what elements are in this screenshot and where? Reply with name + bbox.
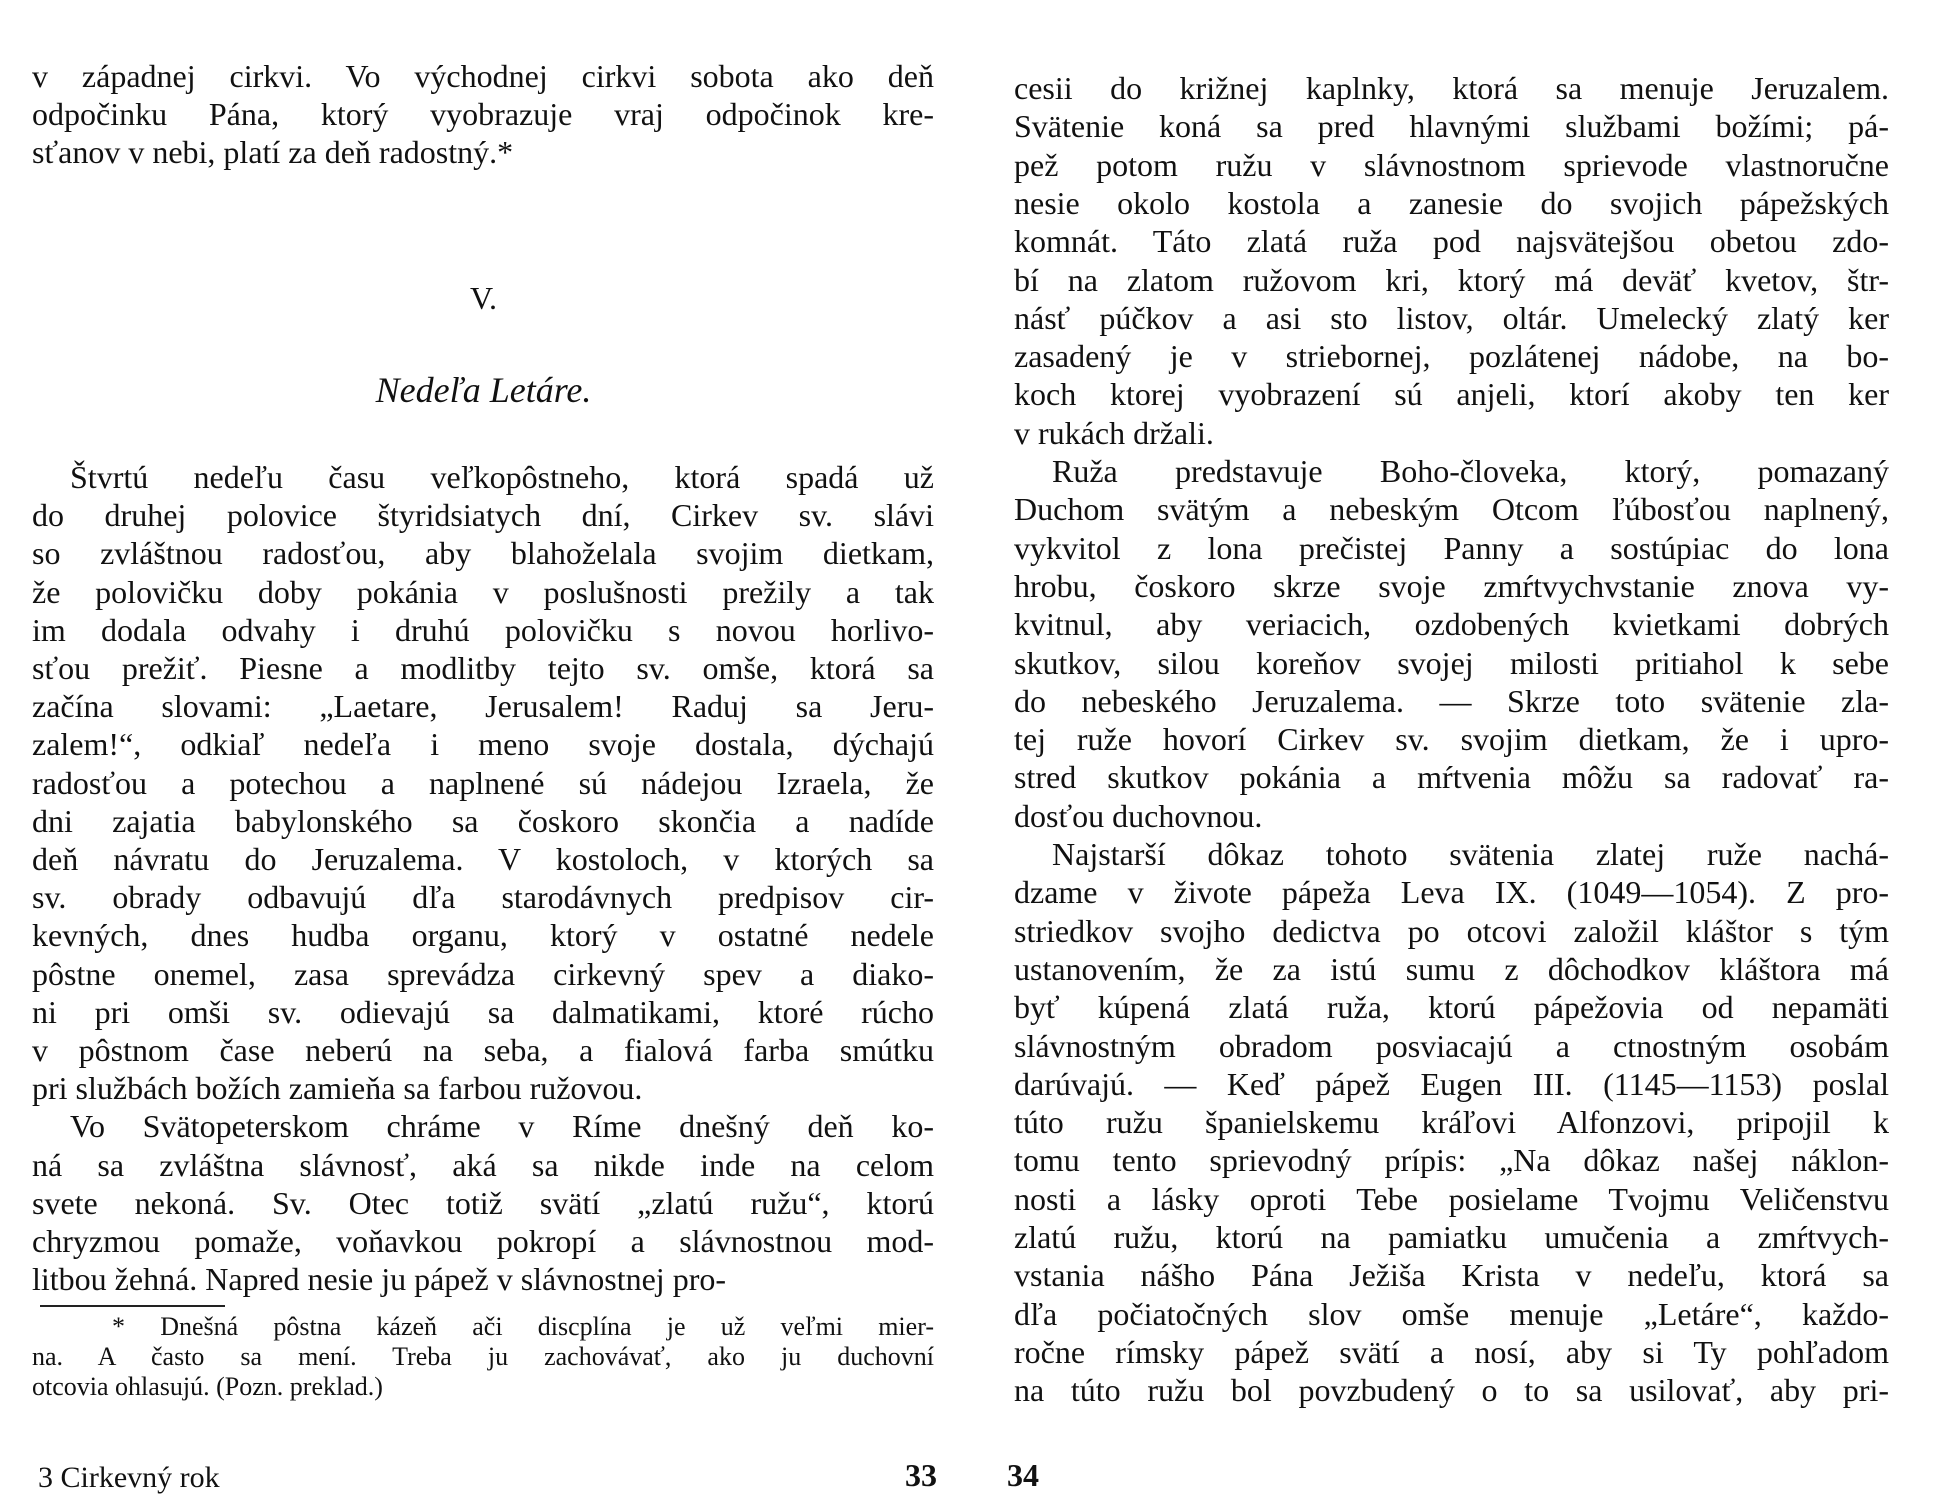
text-line: im dodala odvahy i druhú polovičku s novou horlivo- (32, 611, 934, 648)
text-line: začína slovami: „Laetare, Jerusalem! Raduj sa Jeru- (32, 688, 934, 725)
text-line: deň návratu do Jeruzalema. V kostoloch, v ktorých sa (32, 841, 934, 877)
text-line: zasadený je v striebornej, pozlátenej nádobe, na bo- (1014, 338, 1889, 375)
text-line: v pôstnom čase neberú na seba, a fialová farba smútku (32, 1032, 934, 1068)
text-line: ni pri omši sv. odievajú sa dalmatikami, ktoré rúcho (32, 993, 934, 1030)
text-line: hrobu, čoskoro skrze svoje zmŕtvychvstanie znova vy- (1014, 567, 1889, 604)
text-line: nosti a lásky oproti Tebe posielame Tvojmu Veličenstvu (1014, 1180, 1889, 1217)
footnote-line: * Dnešná pôstna kázeň ači discplína je už veľmi mier- (112, 1312, 934, 1341)
text-line: ročne rímsky pápež svätí a nosí, aby si Ty pohľadom (1014, 1333, 1889, 1370)
text-line: nesie okolo kostola a zanesie do svojich pápežských (1014, 184, 1889, 221)
text-line: že polovičku doby pokánia v poslušnosti prežily a tak (32, 573, 934, 610)
text-line: na túto ružu bol povzbudený o to sa usilovať, aby pri- (1014, 1372, 1889, 1409)
text-line: pri službách božích zamieňa sa farbou ružovou. (32, 1070, 643, 1107)
text-line: chryzmou pomaže, voňavkou pokropí a slávnostnou mod- (32, 1223, 934, 1259)
text-line: byť kúpená zlatá ruža, ktorú pápežovia od nepamäti (1014, 989, 1889, 1026)
text-line: kvitnul, aby veriacich, ozdobených kvietkami dobrých (1014, 606, 1889, 643)
footnote-line: na. A často sa mení. Treba ju zachovávať, ako ju duchovní (32, 1342, 934, 1371)
text-line: skutkov, silou koreňov svojej milosti pritiahol k sebe (1014, 644, 1889, 681)
text-line: Svätenie koná sa pred hlavnými službami božími; pá- (1014, 108, 1889, 145)
text-line: zlatú ružu, ktorú na pamiatku umučenia a zmŕtvych- (1014, 1219, 1889, 1255)
text-line: sv. obrady odbavujú dľa starodávnych predpisov cir- (32, 879, 934, 916)
text-line: v západnej cirkvi. Vo východnej cirkvi sobota ako deň (32, 58, 934, 94)
section-numeral: V. (470, 280, 497, 316)
text-line: stred skutkov pokánia a mŕtvenia môžu sa radovať ra- (1014, 759, 1889, 796)
text-line: dni zajatia babylonského sa čoskoro skončia a nadíde (32, 802, 934, 839)
text-line: túto ružu španielskemu kráľovi Alfonzovi, pripojil k (1014, 1104, 1889, 1141)
text-line: sťanov v nebi, platí za deň radostný.* (32, 134, 514, 170)
text-line: ná sa zvláštna slávnosť, aká sa nikde inde na celom (32, 1146, 934, 1183)
text-line: do nebeského Jeruzalema. — Skrze toto svätenie zla- (1014, 682, 1889, 719)
text-line: Štvrtú nedeľu času veľkopôstneho, ktorá spadá už (70, 459, 934, 495)
text-line: Vo Svätopeterskom chráme v Ríme dnešný deň ko- (70, 1108, 934, 1145)
text-line: tej ruže hovorí Cirkev sv. svojim dietkam, že i upro- (1014, 721, 1889, 758)
section-title: Nedeľa Letáre. (375, 370, 592, 410)
text-line: koch ktorej vyobrazení sú anjeli, ktorí akoby ten ker (1014, 376, 1889, 413)
text-line: násť púčkov a asi sto listov, oltár. Umelecký zlatý ker (1014, 299, 1889, 336)
right-page (967, 0, 1934, 1500)
text-line: pôstne onemel, zasa sprevádza cirkevný spev a diako- (32, 955, 934, 992)
page-number-left: 33 (905, 1457, 937, 1493)
text-line: Ruža predstavuje Boho-človeka, ktorý, pomazaný (1052, 453, 1889, 489)
printer-signature: 3 Cirkevný rok (38, 1461, 220, 1494)
text-line: v rukách držali. (1014, 414, 1214, 451)
text-line: dzame v živote pápeža Leva IX. (1049—1054). Z pro- (1014, 874, 1889, 911)
text-line: striedkov svojho dedictva po otcovi založil kláštor s tým (1014, 912, 1889, 949)
text-line: vykvitol z lona prečistej Panny a sostúpiac do lona (1014, 529, 1889, 566)
text-line: dosťou duchovnou. (1014, 797, 1263, 834)
text-line: tomu tento sprievodný prípis: „Na dôkaz našej náklon- (1014, 1142, 1889, 1179)
text-line: cesii do križnej kaplnky, ktorá sa menuje Jeruzalem. (1014, 70, 1889, 106)
text-line: zalem!“, odkiaľ nedeľa i meno svoje dostala, dýchajú (32, 726, 934, 763)
text-line: vstania nášho Pána Ježiša Krista v nedeľu, ktorá sa (1014, 1257, 1889, 1294)
text-line: svete nekoná. Sv. Otec totiž svätí „zlatú ružu“, ktorú (32, 1184, 934, 1221)
text-line: Duchom svätým a nebeským Otcom ľúbosťou naplnený, (1014, 491, 1889, 528)
text-line: darúvajú. — Keď pápež Eugen III. (1145—1153) poslal (1014, 1065, 1889, 1102)
page-number-right: 34 (1007, 1457, 1039, 1493)
text-line: radosťou a potechou a naplnené sú nádejou Izraela, že (32, 764, 934, 801)
text-line: komnát. Táto zlatá ruža pod najsvätejšou obetou zdo- (1014, 223, 1889, 260)
text-line: do druhej polovice štyridsiatych dní, Cirkev sv. slávi (32, 497, 934, 534)
text-line: so zvláštnou radosťou, aby blahoželala svojim dietkam, (32, 535, 934, 572)
footnote-line: otcovia ohlasujú. (Pozn. preklad.) (32, 1372, 383, 1401)
text-line: pež potom ružu v slávnostnom sprievode vlastnoručne (1014, 146, 1889, 183)
footnote-divider (40, 1305, 225, 1307)
text-line: litbou žehná. Napred nesie ju pápež v slávnostnej pro- (32, 1261, 726, 1298)
text-line: dľa počiatočných slov omše menuje „Letáre“, každo- (1014, 1295, 1889, 1332)
text-line: odpočinku Pána, ktorý vyobrazuje vraj odpočinok kre- (32, 96, 934, 132)
text-line: kevných, dnes hudba organu, ktorý v ostatné nedele (32, 917, 934, 954)
text-line: Najstarší dôkaz tohoto svätenia zlatej ruže nachá- (1052, 836, 1889, 872)
text-line: slávnostným obradom posviacajú a ctnostným osobám (1014, 1027, 1889, 1064)
text-line: ustanovením, že za istú sumu z dôchodkov kláštora má (1014, 950, 1889, 987)
text-line: sťou prežiť. Piesne a modlitby tejto sv. omše, ktorá sa (32, 650, 934, 686)
text-line: bí na zlatom ružovom kri, ktorý má deväť kvetov, štr- (1014, 261, 1889, 298)
